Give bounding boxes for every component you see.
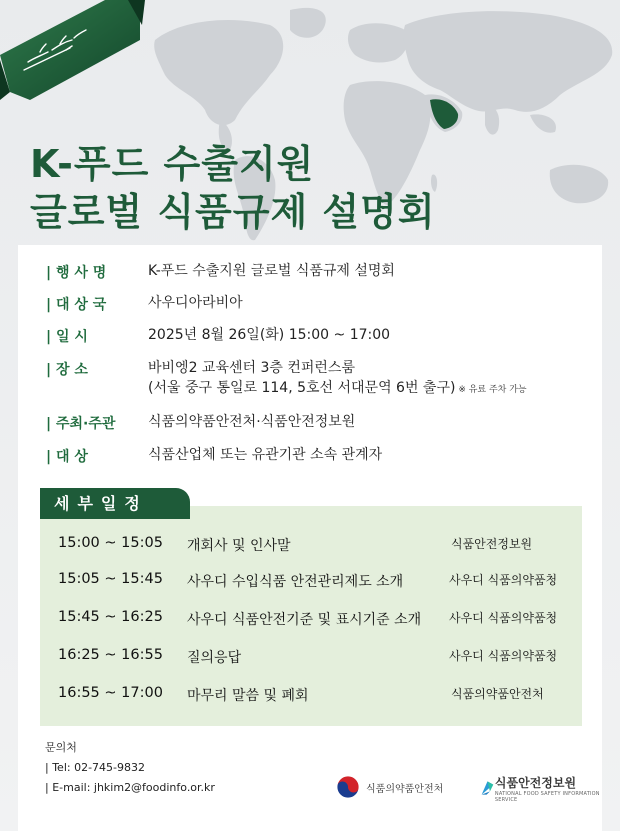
- saudi-flag-icon: [0, 0, 160, 160]
- info-label: | 행 사 명: [46, 265, 107, 281]
- contact-email: | E-mail: jhkim2@foodinfo.or.kr: [45, 781, 215, 794]
- contact-tel: | Tel: 02-745-9832: [45, 761, 146, 774]
- page-title-line2: 글로벌 식품규제 설명회: [30, 190, 436, 234]
- nfsi-logo: [480, 772, 602, 803]
- schedule-row: [40, 571, 582, 601]
- schedule-org: 사우디 식품의약품청: [449, 649, 558, 663]
- contact-info: [45, 738, 335, 798]
- info-label: | 주최·주관: [46, 416, 116, 432]
- schedule-row: [40, 647, 582, 677]
- contact-heading: 문의처: [45, 741, 77, 754]
- schedule-title: 개회사 및 인사말: [187, 538, 291, 554]
- info-value: 바비엥2 교육센터 3층 컨퍼런스룸: [148, 360, 355, 376]
- parking-note: ※ 유료 주차 가능: [455, 385, 527, 395]
- schedule-row: [40, 609, 582, 639]
- nfsi-emblem-icon: [480, 778, 495, 798]
- mfds-logo-text: 식품의약품안전처: [366, 783, 444, 795]
- schedule-title: 사우디 식품안전기준 및 표시기준 소개: [187, 612, 422, 628]
- schedule-time: 16:55 ~ 17:00: [58, 685, 163, 701]
- info-value: 사우디아라비아: [148, 295, 243, 311]
- info-label: | 일 시: [46, 329, 88, 345]
- info-row-host: [46, 413, 586, 433]
- schedule-time: 15:45 ~ 16:25: [58, 609, 163, 625]
- schedule-org: 사우디 식품의약품청: [449, 573, 558, 587]
- schedule-row: [40, 685, 582, 715]
- info-label: | 장 소: [46, 362, 88, 378]
- info-label: | 대 상: [46, 449, 88, 465]
- info-value: 식품의약품안전처·식품안전정보원: [148, 414, 356, 430]
- schedule-title: 질의응답: [187, 650, 242, 666]
- info-row-target-country: [46, 294, 586, 314]
- content-card: [18, 245, 602, 831]
- schedule-time: 15:05 ~ 15:45: [58, 571, 163, 587]
- info-row-event-name: [46, 262, 586, 282]
- schedule-title: 사우디 수입식품 안전관리제도 소개: [187, 574, 404, 590]
- schedule-heading: 세부일정: [40, 488, 190, 519]
- info-value: 식품산업체 또는 유관기관 소속 관계자: [148, 447, 383, 463]
- schedule-org: 사우디 식품의약품청: [449, 611, 558, 625]
- schedule-title: 마무리 말씀 및 폐회: [187, 688, 309, 704]
- schedule-row: [40, 535, 582, 565]
- taegeuk-icon: [336, 775, 360, 799]
- info-row-audience: [46, 446, 586, 466]
- info-value: 2025년 8월 26일(화) 15:00 ~ 17:00: [148, 327, 391, 343]
- nfsi-logo-subtext: NATIONAL FOOD SAFETY INFORMATION SERVICE: [494, 791, 600, 803]
- info-label: | 대 상 국: [46, 297, 107, 313]
- page-title-line1: K-푸드 수출지원: [30, 142, 315, 186]
- schedule-box: [40, 506, 582, 726]
- schedule-org: 식품안전정보원: [451, 537, 533, 551]
- nfsi-logo-text: 식품안전정보원: [494, 776, 577, 790]
- title-block: [30, 140, 590, 236]
- venue-address: (서울 중구 통일로 114, 5호선 서대문역 6번 출구): [148, 380, 456, 396]
- schedule-org: 식품의약품안전처: [451, 687, 544, 701]
- schedule-time: 16:25 ~ 16:55: [58, 647, 163, 663]
- schedule-time: 15:00 ~ 15:05: [58, 535, 163, 551]
- info-value: K-푸드 수출지원 글로벌 식품규제 설명회: [148, 263, 395, 279]
- mfds-logo: [336, 775, 443, 799]
- info-row-venue: [46, 359, 586, 400]
- info-row-datetime: [46, 326, 586, 346]
